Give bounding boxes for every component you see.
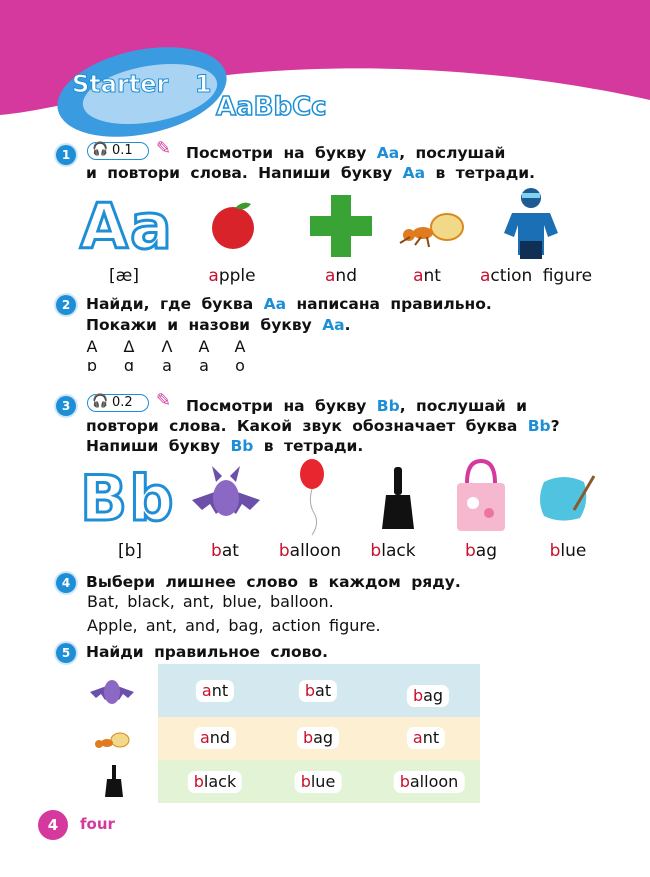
word-ant: ant — [413, 266, 441, 286]
word-choice[interactable]: blue — [295, 771, 342, 793]
word-bat: bat — [211, 541, 239, 561]
word-bag: bag — [464, 541, 498, 561]
phonetic-a: [æ] — [109, 266, 139, 286]
word-choice[interactable]: and — [194, 727, 236, 749]
phonetic-b: [b] — [117, 541, 143, 561]
bat-small-image — [90, 668, 134, 712]
audio-track-button[interactable] — [87, 394, 149, 412]
apple-image — [205, 198, 265, 250]
word-choice[interactable]: balloon — [394, 771, 465, 793]
word-blue: blue — [549, 541, 587, 561]
task-number: 2 — [56, 295, 76, 315]
choice-row — [158, 717, 480, 760]
task3-text-2: повтори слова. Какой звук обозначает буква Bb? — [86, 417, 560, 435]
ant-image — [395, 205, 467, 250]
word-row: Apple, ant, and, bag, action figure. — [87, 616, 381, 635]
word-choice[interactable]: bag — [297, 727, 339, 749]
audio-track-button[interactable] — [87, 142, 149, 160]
bag-image — [453, 457, 509, 535]
task3-text-3: Напиши букву Bb в тетради. — [86, 437, 364, 455]
letter-option[interactable]: a — [162, 356, 172, 375]
unit-title: Starter 1 — [72, 70, 212, 98]
word-choice[interactable]: ant — [196, 680, 234, 702]
letter-option[interactable]: A — [234, 337, 246, 356]
word-apple: apple — [208, 266, 256, 286]
black-brush-image — [380, 465, 416, 533]
word-row: Bat, black, ant, blue, balloon. — [87, 592, 334, 611]
letter-option[interactable]: A — [198, 337, 210, 356]
page-number: 4 — [38, 810, 68, 840]
task-number: 5 — [56, 643, 76, 663]
word-choice[interactable]: bat — [299, 680, 337, 702]
task3-text: Посмотри на букву Bb, послушай и — [186, 397, 528, 415]
task1-text: Посмотри на букву Aa, послушай — [186, 144, 506, 162]
letter-option[interactable]: a — [199, 356, 209, 375]
choice-row — [158, 760, 480, 803]
letters-title: AaBbCc — [216, 92, 327, 122]
letter-option[interactable]: ɒ — [86, 356, 98, 375]
letter-option[interactable]: A — [86, 337, 98, 356]
task5-title: Найди правильное слово. — [86, 643, 328, 661]
audio-track-label: 0.1 — [112, 143, 133, 158]
blue-paint-image — [538, 470, 598, 528]
audio-track-label: 0.2 — [112, 395, 133, 410]
word-choice[interactable]: bag — [407, 685, 449, 707]
task-number: 3 — [56, 396, 76, 416]
word-action-figure: action figure — [479, 266, 593, 286]
big-letter-aa: Aa — [80, 190, 174, 263]
choice-row — [158, 664, 480, 717]
word-choice[interactable]: black — [188, 771, 242, 793]
task2-text: Найди, где буква Aa написана правильно. — [86, 295, 492, 313]
ant-small-image — [92, 726, 132, 754]
letter-option[interactable]: Λ — [161, 337, 173, 356]
task4-title: Выбери лишнее слово в каждом ряду. — [86, 573, 461, 591]
pen-icon: ✎ — [156, 138, 172, 159]
word-balloon: balloon — [278, 541, 342, 561]
balloon-image — [296, 458, 328, 538]
plus-image — [310, 195, 372, 257]
big-letter-bb: Bb — [80, 462, 176, 535]
task2-text-2: Покажи и назови букву Aa. — [86, 316, 351, 334]
brush-small-image — [104, 765, 124, 799]
bat-image — [190, 460, 262, 532]
letter-option[interactable]: o — [235, 356, 245, 375]
task1-text-2: и повтори слова. Напиши букву Aa в тетради. — [86, 164, 535, 182]
word-and: and — [325, 266, 357, 286]
letter-option[interactable]: Δ — [123, 337, 135, 356]
letter-option[interactable]: ɑ — [123, 356, 135, 375]
pen-icon: ✎ — [156, 390, 172, 411]
headphones-icon: 🎧 — [92, 142, 109, 157]
page-word: four — [80, 815, 115, 833]
action-figure-image — [500, 185, 562, 260]
word-choice[interactable]: ant — [407, 727, 445, 749]
task-number: 4 — [56, 573, 76, 593]
task-number: 1 — [56, 145, 76, 165]
headphones-icon: 🎧 — [92, 394, 109, 409]
word-black: black — [370, 541, 416, 561]
